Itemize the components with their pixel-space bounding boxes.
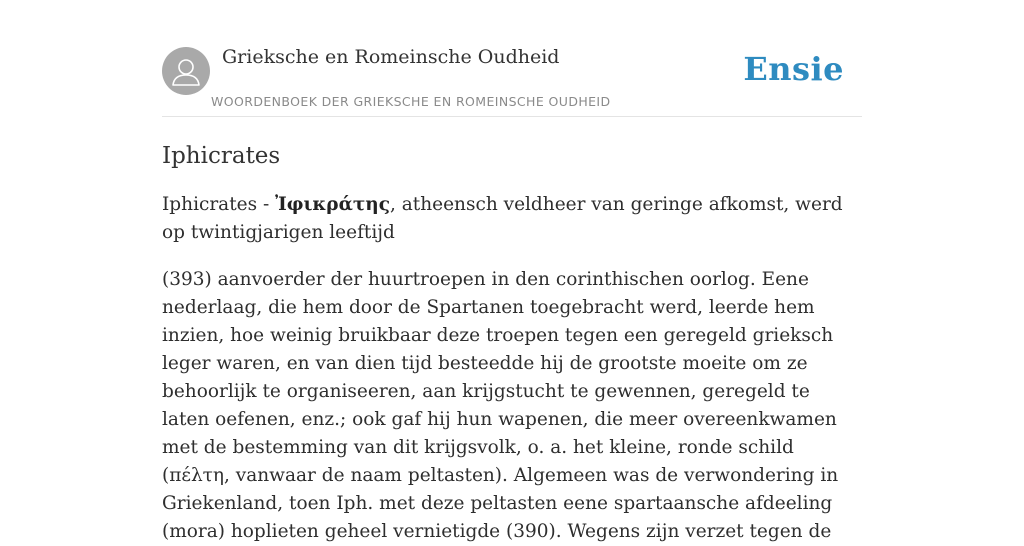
entry-paragraph-2: (393) aanvoerder der huurtroepen in den corinthischen oorlog. Eene nederlaag, die hem door de Spartanen toegebracht werd, leerde hem inzien, hoe weinig bruikbaar deze troepen tegen een geregeld grieksch leger waren, en van dien tijd besteedde hij de grootste moeite om ze behoorlijk te organiseeren, aan krijgstucht te gewennen, geregeld te laten oefenen, enz.; ook gaf hij hun wapenen, die meer overeenkwamen met de bestemming van dit krijgsvolk, o. a. het kleine, ronde schild (πέλτη, vanwaar de naam peltasten). Algemeen was de verwondering in Griekenland, toen Iph. met deze peltasten eene spartaansche afdeeling (mora) hoplieten geheel vernietigde (390). Wegens zijn verzet tegen de: [162, 269, 839, 542]
paragraph-lead: Iphicrates -: [162, 194, 276, 215]
page-header: [162, 0, 862, 117]
user-silhouette-icon[interactable]: [162, 47, 210, 95]
page-container: [162, 0, 862, 546]
greek-name: Ἰφικράτης: [275, 194, 391, 215]
ensie-logo[interactable]: Ensie: [743, 50, 844, 88]
paragraph-rest: , atheensch veldheer van geringe afkomst, werd op twintigjarigen leeftijd: [162, 194, 843, 243]
entry-paragraph-1: [162, 191, 862, 247]
source-subtitle: WOORDENBOEK DER GRIEKSCHE EN ROMEINSCHE OUDHEID: [211, 94, 611, 109]
entry-title: Iphicrates: [162, 143, 281, 169]
source-title-link[interactable]: Grieksche en Romeinsche Oudheid: [222, 46, 560, 68]
